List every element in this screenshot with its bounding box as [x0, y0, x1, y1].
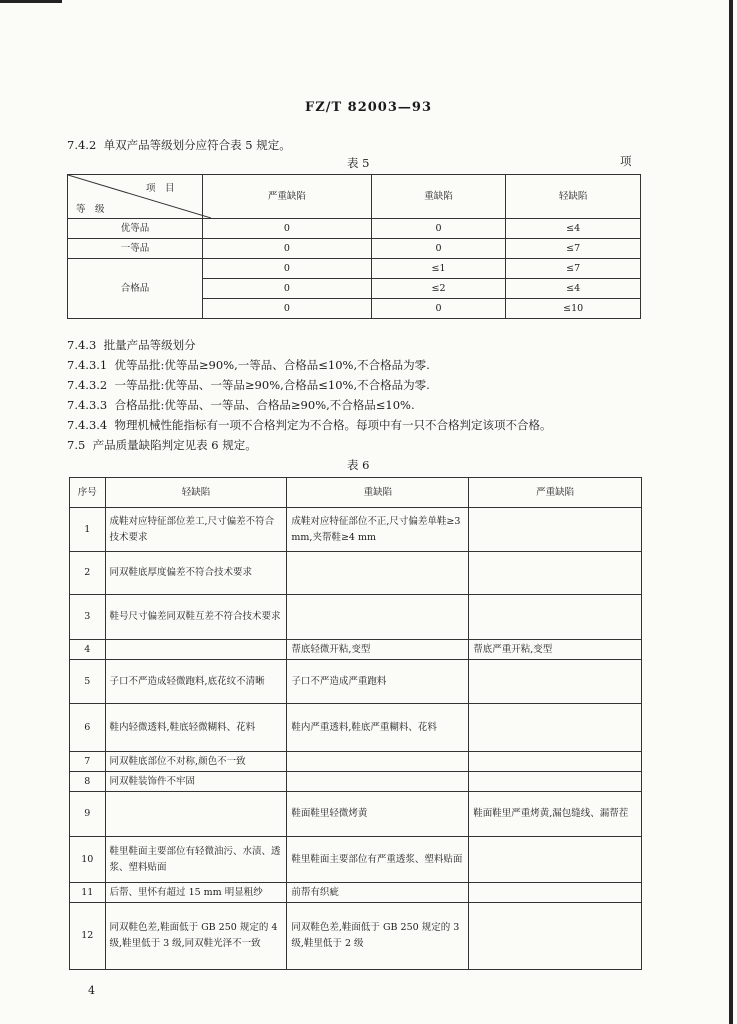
table-row — [70, 640, 642, 660]
table-cell: ≤4 — [506, 219, 641, 239]
light-defect-cell: 鞋里鞋面主要部位有轻微油污、水渍、透浆、塑料贴面 — [105, 837, 287, 883]
row-number: 8 — [70, 772, 106, 792]
heavy-defect-cell — [287, 772, 469, 792]
diag-bottom-label: 等 级 — [76, 204, 105, 215]
heavy-defect-cell — [287, 552, 469, 595]
heavy-defect-cell: 同双鞋色差,鞋面低于 GB 250 规定的 3 级,鞋里低于 2 级 — [287, 903, 469, 970]
diag-top-label: 项 目 — [146, 183, 175, 194]
page-number: 4 — [88, 984, 95, 997]
severe-defect-cell — [469, 837, 642, 883]
light-defect-cell: 成鞋对应特征部位差工,尺寸偏差不符合技术要求 — [105, 508, 287, 552]
heavy-defect-cell: 鞋里鞋面主要部位有严重透浆、塑料贴面 — [287, 837, 469, 883]
light-defect-cell — [105, 792, 287, 837]
light-defect-cell: 鞋内轻微透料,鞋底轻微糊料、花料 — [105, 704, 287, 752]
table-row — [70, 792, 642, 837]
column-header: 严重缺陷 — [469, 478, 642, 508]
diagonal-header-cell — [68, 175, 203, 219]
heavy-defect-cell — [287, 752, 469, 772]
table5-caption: 表 5 — [347, 156, 370, 170]
heavy-defect-cell: 前帮有织疵 — [287, 883, 469, 903]
row-number: 7 — [70, 752, 106, 772]
table-header-row — [68, 175, 641, 219]
light-defect-cell: 同双鞋色差,鞋面低于 GB 250 规定的 4 级,鞋里低于 3 级,同双鞋光泽不一致 — [105, 903, 287, 970]
light-defect-cell: 同双鞋装饰件不牢固 — [105, 772, 287, 792]
row-number: 6 — [70, 704, 106, 752]
heavy-defect-cell: 子口不严造成严重跑料 — [287, 660, 469, 704]
table-cell: ≤1 — [371, 259, 506, 279]
table-cell: 0 — [371, 239, 506, 259]
table-row — [70, 508, 642, 552]
clause-text: 物理机械性能指标有一项不合格判定为不合格。每项中有一只不合格判定该项不合格。 — [114, 418, 552, 432]
table-row — [70, 772, 642, 792]
table-cell: ≤10 — [506, 299, 641, 319]
table-5 — [67, 174, 641, 319]
page-header: FZ/T 82003—93 — [305, 100, 432, 115]
row-number: 12 — [70, 903, 106, 970]
heavy-defect-cell: 鞋内严重透料,鞋底严重糊料、花料 — [287, 704, 469, 752]
row-number: 2 — [70, 552, 106, 595]
heavy-defect-cell: 鞋面鞋里轻微烤黄 — [287, 792, 469, 837]
table-cell: 0 — [203, 239, 372, 259]
table6-caption: 表 6 — [347, 458, 370, 472]
severe-defect-cell — [469, 595, 642, 640]
clause-number: 7.4.3.3 — [67, 398, 108, 412]
table-row — [70, 903, 642, 970]
column-header: 轻缺陷 — [506, 175, 641, 219]
table-row — [68, 239, 641, 259]
table-cell: ≤2 — [371, 279, 506, 299]
clause-text: 批量产品等级划分 — [103, 338, 196, 352]
clause-text: 一等品批:优等品、一等品≥90%,合格品≤10%,不合格品为零. — [114, 378, 430, 392]
column-header: 重缺陷 — [371, 175, 506, 219]
severe-defect-cell — [469, 752, 642, 772]
row-number: 11 — [70, 883, 106, 903]
grade-cell: 合格品 — [68, 259, 203, 319]
severe-defect-cell — [469, 772, 642, 792]
table-cell: 0 — [203, 279, 372, 299]
table-row — [70, 883, 642, 903]
clause-text: 优等品批:优等品≥90%,一等品、合格品≤10%,不合格品为零. — [114, 358, 430, 372]
table-cell: 0 — [371, 299, 506, 319]
table-cell: 0 — [203, 219, 372, 239]
column-header: 严重缺陷 — [203, 175, 372, 219]
severe-defect-cell — [469, 552, 642, 595]
clause-number: 7.4.2 — [67, 138, 97, 152]
heavy-defect-cell — [287, 595, 469, 640]
table-header-row — [70, 478, 642, 508]
row-number: 4 — [70, 640, 106, 660]
table-cell: ≤7 — [506, 259, 641, 279]
row-number: 1 — [70, 508, 106, 552]
clause-number: 7.5 — [67, 438, 86, 452]
heavy-defect-cell: 帮底轻微开粘,变型 — [287, 640, 469, 660]
table-6 — [69, 477, 642, 970]
clause-7-4-3-3 — [67, 397, 415, 413]
clause-7-4-3-2 — [67, 377, 430, 393]
severe-defect-cell — [469, 903, 642, 970]
table-cell: ≤4 — [506, 279, 641, 299]
scan-corner-line — [0, 0, 62, 3]
light-defect-cell: 后帮、里怀有超过 15 mm 明显粗纱 — [105, 883, 287, 903]
clause-7-4-2 — [67, 137, 291, 153]
clause-7-4-3 — [67, 337, 196, 353]
clause-number: 7.4.3.1 — [67, 358, 108, 372]
severe-defect-cell — [469, 660, 642, 704]
grade-cell: 优等品 — [68, 219, 203, 239]
clause-number: 7.4.3 — [67, 338, 97, 352]
table-cell: 0 — [371, 219, 506, 239]
column-header: 重缺陷 — [287, 478, 469, 508]
severe-defect-cell — [469, 883, 642, 903]
severe-defect-cell: 鞋面鞋里严重烤黄,漏包缝线、漏帮茬 — [469, 792, 642, 837]
row-number: 9 — [70, 792, 106, 837]
scan-edge-bar — [729, 0, 733, 1024]
row-number: 10 — [70, 837, 106, 883]
clause-number: 7.4.3.4 — [67, 418, 108, 432]
row-number: 5 — [70, 660, 106, 704]
table5-corner-mark: 项 — [620, 154, 632, 168]
heavy-defect-cell: 成鞋对应特征部位不正,尺寸偏差单鞋≥3 mm,夹帮鞋≥4 mm — [287, 508, 469, 552]
clause-7-5 — [67, 437, 257, 453]
table-row — [68, 219, 641, 239]
table-row — [70, 595, 642, 640]
clause-7-4-3-1 — [67, 357, 430, 373]
table-cell: 0 — [203, 259, 372, 279]
table-row — [70, 704, 642, 752]
table-row — [70, 552, 642, 595]
row-number: 3 — [70, 595, 106, 640]
column-header: 轻缺陷 — [105, 478, 287, 508]
light-defect-cell: 同双鞋底厚度偏差不符合技术要求 — [105, 552, 287, 595]
clause-text: 单双产品等级划分应符合表 5 规定。 — [103, 138, 291, 152]
severe-defect-cell: 帮底严重开粘,变型 — [469, 640, 642, 660]
light-defect-cell: 鞋号尺寸偏差同双鞋互差不符合技术要求 — [105, 595, 287, 640]
clause-text: 合格品批:优等品、一等品、合格品≥90%,不合格品≤10%. — [114, 398, 415, 412]
grade-cell: 一等品 — [68, 239, 203, 259]
table-row — [70, 660, 642, 704]
column-header: 序号 — [70, 478, 106, 508]
light-defect-cell: 子口不严造成轻微跑料,底花纹不清晰 — [105, 660, 287, 704]
table-cell: ≤7 — [506, 239, 641, 259]
light-defect-cell — [105, 640, 287, 660]
clause-7-4-3-4 — [67, 417, 552, 433]
table-row — [68, 259, 641, 279]
clause-number: 7.4.3.2 — [67, 378, 108, 392]
table-row — [70, 837, 642, 883]
clause-text: 产品质量缺陷判定见表 6 规定。 — [92, 438, 257, 452]
light-defect-cell: 同双鞋底部位不对称,颜色不一致 — [105, 752, 287, 772]
severe-defect-cell — [469, 508, 642, 552]
table-cell: 0 — [203, 299, 372, 319]
table-row — [70, 752, 642, 772]
severe-defect-cell — [469, 704, 642, 752]
